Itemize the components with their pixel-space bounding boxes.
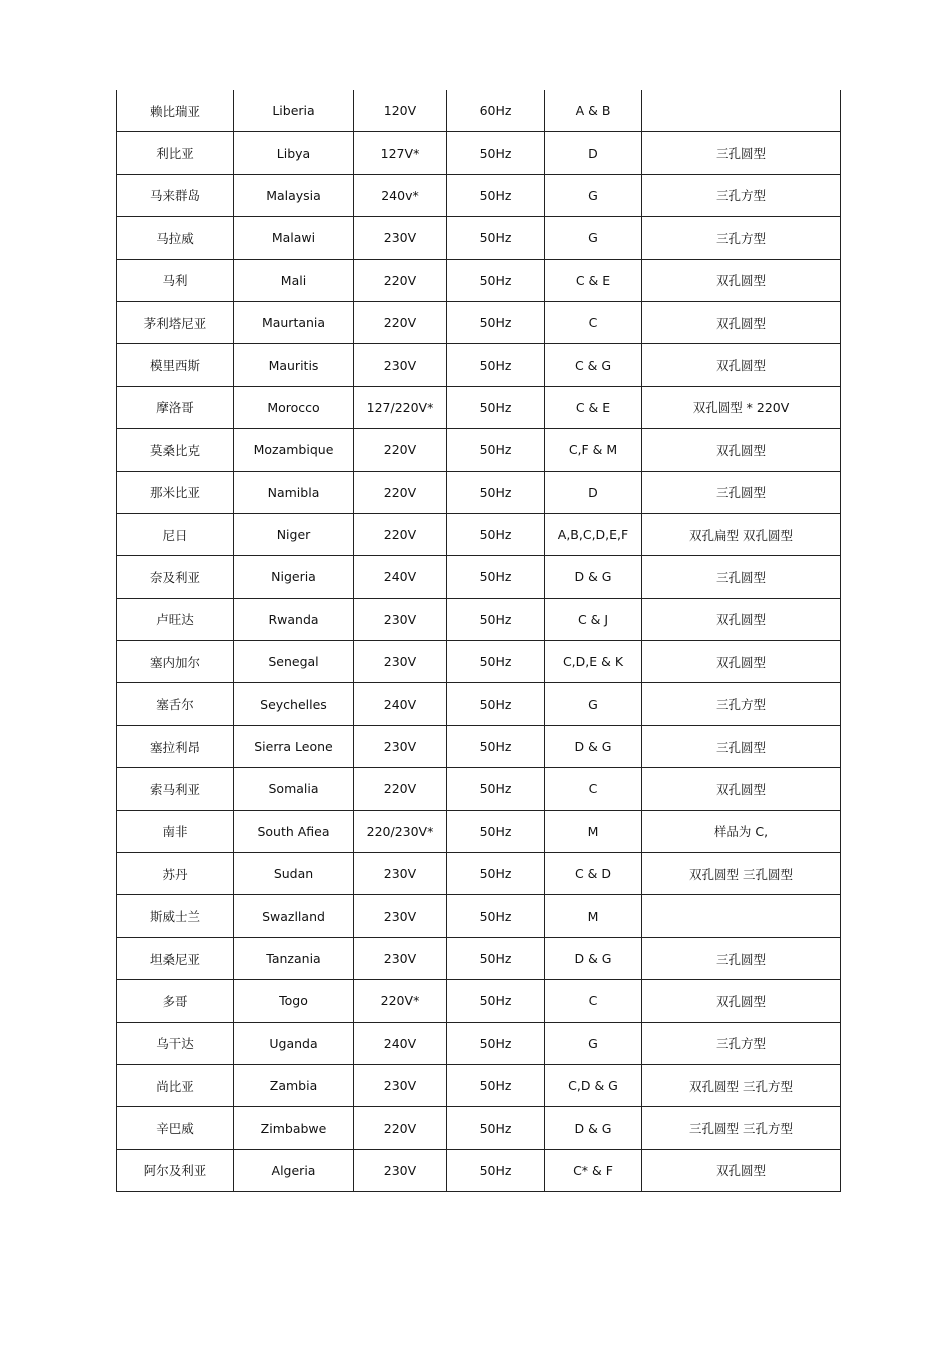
frequency-cell: 50Hz bbox=[447, 217, 545, 259]
voltage-cell: 230V bbox=[354, 725, 447, 767]
socket-note-cell: 双孔圆型 bbox=[642, 344, 841, 386]
socket-note-cell: 双孔圆型 bbox=[642, 1149, 841, 1191]
frequency-cell: 60Hz bbox=[447, 90, 545, 132]
table-row bbox=[117, 641, 841, 683]
country-name-english: Malawi bbox=[234, 217, 354, 259]
frequency-cell: 50Hz bbox=[447, 853, 545, 895]
frequency-cell: 50Hz bbox=[447, 344, 545, 386]
country-name-chinese: 阿尔及利亚 bbox=[117, 1149, 234, 1191]
socket-note-cell: 三孔圆型 bbox=[642, 132, 841, 174]
plug-type-cell: G bbox=[545, 174, 642, 216]
socket-note-cell: 三孔圆型 bbox=[642, 937, 841, 979]
country-name-chinese: 摩洛哥 bbox=[117, 386, 234, 428]
voltage-cell: 127V* bbox=[354, 132, 447, 174]
plug-type-cell: M bbox=[545, 895, 642, 937]
voltage-cell: 240V bbox=[354, 683, 447, 725]
frequency-cell: 50Hz bbox=[447, 513, 545, 555]
plug-type-cell: D bbox=[545, 132, 642, 174]
frequency-cell: 50Hz bbox=[447, 429, 545, 471]
voltage-cell: 220V bbox=[354, 1107, 447, 1149]
voltage-cell: 120V bbox=[354, 90, 447, 132]
country-name-english: Mali bbox=[234, 259, 354, 301]
plug-type-cell: C bbox=[545, 301, 642, 343]
country-name-english: Niger bbox=[234, 513, 354, 555]
table-row bbox=[117, 1022, 841, 1064]
plug-type-cell: D bbox=[545, 471, 642, 513]
plug-type-cell: C & E bbox=[545, 259, 642, 301]
plug-type-cell: G bbox=[545, 217, 642, 259]
socket-note-cell: 双孔圆型 bbox=[642, 598, 841, 640]
voltage-cell: 240V bbox=[354, 1022, 447, 1064]
country-name-chinese: 塞舌尔 bbox=[117, 683, 234, 725]
frequency-cell: 50Hz bbox=[447, 1107, 545, 1149]
frequency-cell: 50Hz bbox=[447, 556, 545, 598]
country-name-chinese: 奈及利亚 bbox=[117, 556, 234, 598]
frequency-cell: 50Hz bbox=[447, 174, 545, 216]
plug-type-cell: M bbox=[545, 810, 642, 852]
socket-note-cell: 三孔方型 bbox=[642, 217, 841, 259]
table-row bbox=[117, 1149, 841, 1191]
frequency-cell: 50Hz bbox=[447, 980, 545, 1022]
country-name-chinese: 那米比亚 bbox=[117, 471, 234, 513]
frequency-cell: 50Hz bbox=[447, 259, 545, 301]
country-name-chinese: 塞拉利昂 bbox=[117, 725, 234, 767]
voltage-cell: 230V bbox=[354, 217, 447, 259]
voltage-cell: 230V bbox=[354, 598, 447, 640]
socket-note-cell: 三孔圆型 bbox=[642, 471, 841, 513]
socket-note-cell: 双孔扁型 双孔圆型 bbox=[642, 513, 841, 555]
country-name-chinese: 尼日 bbox=[117, 513, 234, 555]
country-name-english: Zambia bbox=[234, 1064, 354, 1106]
table-row bbox=[117, 344, 841, 386]
frequency-cell: 50Hz bbox=[447, 598, 545, 640]
table-row bbox=[117, 174, 841, 216]
country-name-english: Somalia bbox=[234, 768, 354, 810]
table-row bbox=[117, 259, 841, 301]
table-row bbox=[117, 853, 841, 895]
voltage-cell: 230V bbox=[354, 895, 447, 937]
table-row bbox=[117, 980, 841, 1022]
frequency-cell: 50Hz bbox=[447, 1149, 545, 1191]
table-row bbox=[117, 937, 841, 979]
frequency-cell: 50Hz bbox=[447, 810, 545, 852]
plug-type-cell: D & G bbox=[545, 937, 642, 979]
country-name-chinese: 马拉威 bbox=[117, 217, 234, 259]
frequency-cell: 50Hz bbox=[447, 768, 545, 810]
table-row bbox=[117, 895, 841, 937]
voltage-plug-table bbox=[116, 90, 841, 1192]
country-name-english: Uganda bbox=[234, 1022, 354, 1064]
voltage-cell: 230V bbox=[354, 1149, 447, 1191]
table-row bbox=[117, 1107, 841, 1149]
socket-note-cell: 三孔方型 bbox=[642, 683, 841, 725]
socket-note-cell: 双孔圆型 三孔圆型 bbox=[642, 853, 841, 895]
socket-note-cell: 样品为 C, bbox=[642, 810, 841, 852]
plug-type-cell: C & E bbox=[545, 386, 642, 428]
table-row bbox=[117, 725, 841, 767]
plug-type-cell: G bbox=[545, 1022, 642, 1064]
voltage-cell: 220V bbox=[354, 513, 447, 555]
plug-type-cell: D & G bbox=[545, 556, 642, 598]
plug-type-cell: C bbox=[545, 980, 642, 1022]
country-name-english: Libya bbox=[234, 132, 354, 174]
socket-note-cell bbox=[642, 90, 841, 132]
table-row bbox=[117, 1064, 841, 1106]
socket-note-cell: 三孔方型 bbox=[642, 1022, 841, 1064]
country-name-english: Rwanda bbox=[234, 598, 354, 640]
frequency-cell: 50Hz bbox=[447, 895, 545, 937]
plug-type-cell: C bbox=[545, 768, 642, 810]
voltage-cell: 230V bbox=[354, 641, 447, 683]
country-name-chinese: 茅利塔尼亚 bbox=[117, 301, 234, 343]
socket-note-cell: 双孔圆型 bbox=[642, 980, 841, 1022]
socket-note-cell: 三孔圆型 bbox=[642, 725, 841, 767]
frequency-cell: 50Hz bbox=[447, 1064, 545, 1106]
country-name-english: Mauritis bbox=[234, 344, 354, 386]
voltage-cell: 230V bbox=[354, 853, 447, 895]
plug-type-cell: A & B bbox=[545, 90, 642, 132]
table-row bbox=[117, 556, 841, 598]
plug-type-cell: C & J bbox=[545, 598, 642, 640]
voltage-cell: 220V bbox=[354, 429, 447, 471]
socket-note-cell: 双孔圆型 bbox=[642, 301, 841, 343]
frequency-cell: 50Hz bbox=[447, 725, 545, 767]
country-name-chinese: 索马利亚 bbox=[117, 768, 234, 810]
voltage-cell: 220/230V* bbox=[354, 810, 447, 852]
country-name-english: Sierra Leone bbox=[234, 725, 354, 767]
country-name-chinese: 苏丹 bbox=[117, 853, 234, 895]
country-name-chinese: 塞内加尔 bbox=[117, 641, 234, 683]
table-row bbox=[117, 132, 841, 174]
table-row bbox=[117, 598, 841, 640]
socket-note-cell bbox=[642, 895, 841, 937]
voltage-cell: 240V bbox=[354, 556, 447, 598]
voltage-cell: 230V bbox=[354, 1064, 447, 1106]
socket-note-cell: 三孔圆型 bbox=[642, 556, 841, 598]
frequency-cell: 50Hz bbox=[447, 683, 545, 725]
table-row bbox=[117, 429, 841, 471]
voltage-cell: 127/220V* bbox=[354, 386, 447, 428]
voltage-cell: 220V bbox=[354, 471, 447, 513]
voltage-cell: 240v* bbox=[354, 174, 447, 216]
country-name-english: Sudan bbox=[234, 853, 354, 895]
country-name-chinese: 卢旺达 bbox=[117, 598, 234, 640]
socket-note-cell: 双孔圆型 bbox=[642, 768, 841, 810]
table-row bbox=[117, 217, 841, 259]
frequency-cell: 50Hz bbox=[447, 1022, 545, 1064]
country-name-chinese: 莫桑比克 bbox=[117, 429, 234, 471]
socket-note-cell: 双孔圆型 bbox=[642, 429, 841, 471]
country-name-chinese: 斯威士兰 bbox=[117, 895, 234, 937]
plug-type-cell: D & G bbox=[545, 1107, 642, 1149]
country-name-english: Seychelles bbox=[234, 683, 354, 725]
country-name-chinese: 利比亚 bbox=[117, 132, 234, 174]
table-row bbox=[117, 810, 841, 852]
country-name-english: Zimbabwe bbox=[234, 1107, 354, 1149]
frequency-cell: 50Hz bbox=[447, 301, 545, 343]
table-row bbox=[117, 768, 841, 810]
country-name-chinese: 赖比瑞亚 bbox=[117, 90, 234, 132]
socket-note-cell: 三孔圆型 三孔方型 bbox=[642, 1107, 841, 1149]
voltage-cell: 230V bbox=[354, 937, 447, 979]
plug-type-cell: A,B,C,D,E,F bbox=[545, 513, 642, 555]
country-name-english: Malaysia bbox=[234, 174, 354, 216]
table-body bbox=[117, 90, 841, 1192]
plug-type-cell: C,D & G bbox=[545, 1064, 642, 1106]
country-name-english: Namibla bbox=[234, 471, 354, 513]
voltage-cell: 230V bbox=[354, 344, 447, 386]
plug-type-cell: G bbox=[545, 683, 642, 725]
voltage-cell: 220V bbox=[354, 259, 447, 301]
country-name-english: Maurtania bbox=[234, 301, 354, 343]
table-row bbox=[117, 301, 841, 343]
country-name-english: Togo bbox=[234, 980, 354, 1022]
country-name-chinese: 辛巴威 bbox=[117, 1107, 234, 1149]
country-name-chinese: 模里西斯 bbox=[117, 344, 234, 386]
table-row bbox=[117, 90, 841, 132]
voltage-cell: 220V* bbox=[354, 980, 447, 1022]
socket-note-cell: 三孔方型 bbox=[642, 174, 841, 216]
country-name-english: Mozambique bbox=[234, 429, 354, 471]
plug-type-cell: C,D,E & K bbox=[545, 641, 642, 683]
plug-type-cell: C & D bbox=[545, 853, 642, 895]
table-row bbox=[117, 683, 841, 725]
country-name-english: Morocco bbox=[234, 386, 354, 428]
country-name-chinese: 乌干达 bbox=[117, 1022, 234, 1064]
frequency-cell: 50Hz bbox=[447, 132, 545, 174]
country-name-chinese: 南非 bbox=[117, 810, 234, 852]
frequency-cell: 50Hz bbox=[447, 471, 545, 513]
socket-note-cell: 双孔圆型 * 220V bbox=[642, 386, 841, 428]
plug-type-cell: D & G bbox=[545, 725, 642, 767]
plug-type-cell: C & G bbox=[545, 344, 642, 386]
voltage-cell: 220V bbox=[354, 301, 447, 343]
socket-note-cell: 双孔圆型 bbox=[642, 259, 841, 301]
country-name-chinese: 马来群岛 bbox=[117, 174, 234, 216]
country-name-english: Nigeria bbox=[234, 556, 354, 598]
country-name-english: South Afiea bbox=[234, 810, 354, 852]
plug-type-cell: C* & F bbox=[545, 1149, 642, 1191]
voltage-cell: 220V bbox=[354, 768, 447, 810]
country-name-chinese: 多哥 bbox=[117, 980, 234, 1022]
country-name-chinese: 马利 bbox=[117, 259, 234, 301]
socket-note-cell: 双孔圆型 bbox=[642, 641, 841, 683]
frequency-cell: 50Hz bbox=[447, 641, 545, 683]
country-name-english: Swazlland bbox=[234, 895, 354, 937]
country-name-chinese: 坦桑尼亚 bbox=[117, 937, 234, 979]
frequency-cell: 50Hz bbox=[447, 937, 545, 979]
socket-note-cell: 双孔圆型 三孔方型 bbox=[642, 1064, 841, 1106]
country-name-chinese: 尚比亚 bbox=[117, 1064, 234, 1106]
plug-type-cell: C,F & M bbox=[545, 429, 642, 471]
table-row bbox=[117, 386, 841, 428]
frequency-cell: 50Hz bbox=[447, 386, 545, 428]
table-row bbox=[117, 471, 841, 513]
table-row bbox=[117, 513, 841, 555]
country-name-english: Algeria bbox=[234, 1149, 354, 1191]
country-name-english: Liberia bbox=[234, 90, 354, 132]
country-name-english: Senegal bbox=[234, 641, 354, 683]
country-name-english: Tanzania bbox=[234, 937, 354, 979]
